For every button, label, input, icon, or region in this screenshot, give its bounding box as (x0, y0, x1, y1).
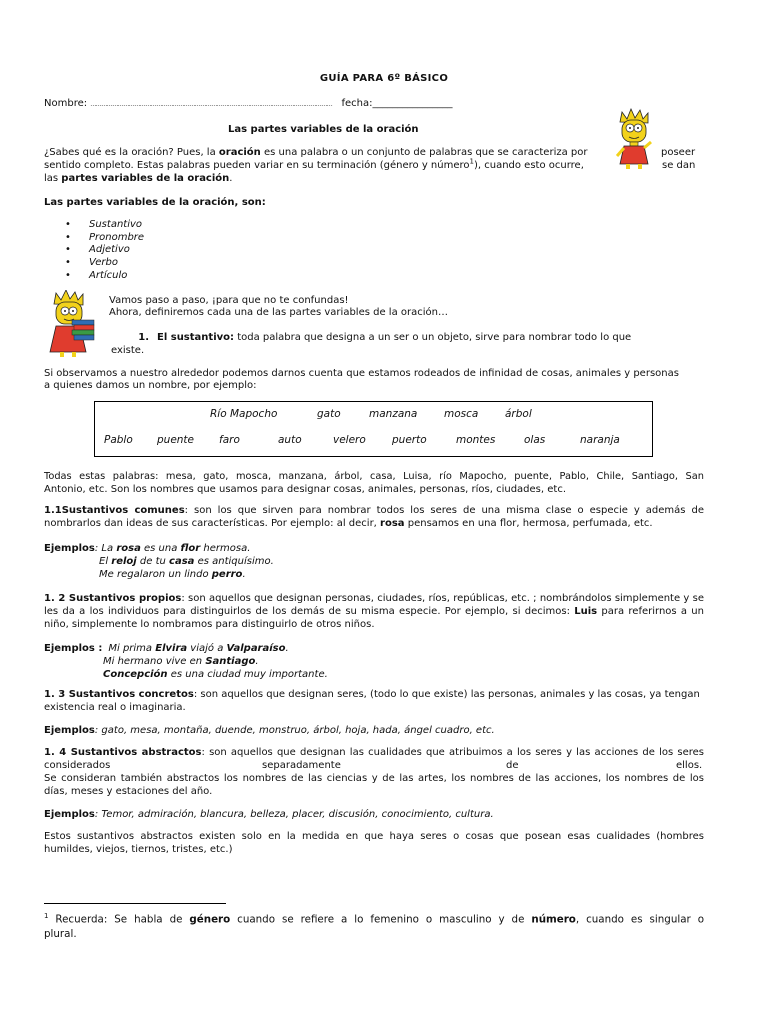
list-item: • Artículo (65, 269, 144, 282)
list-item: • Adjetivo (65, 243, 144, 256)
example-word: Pablo (104, 434, 133, 446)
name-label: Nombre: (44, 98, 88, 109)
date-label: fecha: (341, 98, 373, 109)
words-paragraph-line-1: Todas estas palabras: mesa, gato, mosca, manzana, árbol, casa, Luisa, río Mapocho, puente, Pablo, Chile, Santiago, San (44, 471, 704, 482)
example-word: gato (317, 408, 341, 420)
example-word: olas (524, 434, 546, 446)
example-word: faro (219, 434, 240, 446)
example-word: velero (333, 434, 366, 446)
parts-list-heading: Las partes variables de la oración, son: (44, 197, 266, 208)
examples-comunes: Ejemplos: La rosa es una flor hermosa. El reloj de tu casa es antiquísimo. Me regalaron un lindo perro. (44, 543, 274, 580)
list-item: • Sustantivo (65, 218, 144, 231)
intro-line-3: las partes variables de la oración. (44, 173, 233, 184)
intro-note-line-2: Ahora, definiremos cada una de las partes variables de la oración… (109, 307, 448, 318)
example-word: puente (157, 434, 195, 446)
example-word: auto (278, 434, 302, 446)
parts-list (65, 218, 144, 281)
example-word: montes (456, 434, 496, 446)
list-item: • Pronombre (65, 231, 144, 244)
footnote: $^1$ Recuerda: Se habla de género cuando se refiere a lo femenino o masculino y de número, cuando es singular o plural. (44, 912, 705, 940)
example-word: manzana (369, 408, 418, 420)
words-paragraph-line-2: Antonio, etc. Son los nombres que usamos para designar cosas, animales, personas, ríos, ciudades, etc. (44, 484, 566, 495)
lisa-with-books-illustration (42, 290, 102, 358)
intro-paragraph (44, 146, 704, 185)
sustantivos-concretos: 1. 3 Sustantivos concretos: son aquellos que designan seres, (todo lo que existe) las personas, animales y las cosas, ya tengan existencia real o imaginaria. (44, 689, 700, 713)
lisa-simpson-illustration (612, 108, 656, 170)
example-word: naranja (580, 434, 620, 446)
list-item: • Verbo (65, 256, 144, 269)
example-word: Río Mapocho (210, 408, 278, 420)
examples-propios: Ejemplos : Mi prima Elvira viajó a Valparaíso. Mi hermano vive en Santiago. Concepción es una ciudad muy importante. (44, 643, 328, 680)
abstract-paragraph-line-2: humildes, viejos, tiernos, tristes, etc.) (44, 844, 233, 855)
observe-paragraph-line-2: a quienes damos un nombre, por ejemplo: (44, 380, 257, 391)
footnote-divider (44, 903, 226, 904)
sustantivo-definition: 1. El sustantivo: toda palabra que designa a un ser o un objeto, sirve para nombrar todo lo que existe. (111, 332, 632, 356)
date-field[interactable]: ________________ (372, 98, 453, 109)
sustantivos-abstractos: 1. 4 Sustantivos abstractos: son aquellos que designan las cualidades que atribuimos a los seres y las acciones de los seres considerados separadamente de ellos. Se consideran también abstractos los nombres de las ciencias y de las artes, los nombres de las acciones, los nombres de los días, meses y estaciones del año. (44, 747, 704, 797)
page-title: GUÍA PARA 6º BÁSICO (319, 73, 449, 84)
name-date-line (44, 97, 574, 111)
sustantivos-propios: 1. 2 Sustantivos propios: son aquellos que designan personas, ciudades, ríos, repúblicas, etc. ; nombrándolos simplemente y se les da a los individuos para distinguirlos de los demás de su misma especie. Por ejemplo, si decimos: Luis para referirnos a un niño, simplemente lo nombramos para distinguirlo de otros niños. (44, 593, 704, 630)
examples-abstractos: Ejemplos: Temor, admiración, blancura, belleza, placer, discusión, conocimiento, cultura. (44, 809, 494, 820)
example-word: puerto (392, 434, 427, 446)
intro-line-2: sentido completo. Estas palabras pueden variar en su terminación (género y número$^1$), cuando esto ocurre, se dan (44, 157, 696, 171)
intro-note-line-1: Vamos paso a paso, ¡para que no te confundas! (109, 295, 349, 306)
name-field[interactable]: …………………………………………………………………………………………………………………… (90, 101, 333, 108)
example-word: mosca (444, 408, 479, 420)
observe-paragraph-line-1: Si observamos a nuestro alrededor podemos darnos cuenta que estamos rodeados de infinidad de cosas, animales y personas (44, 368, 679, 379)
example-word: árbol (505, 408, 532, 420)
intro-line-1: ¿Sabes qué es la oración? Pues, la oración es una palabra o un conjunto de palabras que se caracteriza por poseer (44, 147, 696, 158)
abstract-paragraph-line-1: Estos sustantivos abstractos existen solo en la medida en que haya seres o cosas que posean esas cualidades (hombres (44, 831, 704, 842)
sustantivos-comunes: 1.1Sustantivos comunes: son los que sirven para nombrar todos los seres de una misma clase o especie y además de nombrarlos dan ideas de sus características. Por ejemplo: al decir, rosa pensamos en una flor, hermosa, perfumada, etc. (44, 505, 704, 529)
section-title: Las partes variables de la oración (228, 124, 419, 135)
examples-box (94, 401, 653, 457)
examples-concretos: Ejemplos: gato, mesa, montaña, duende, monstruo, árbol, hoja, hada, ángel cuadro, etc. (44, 725, 495, 736)
